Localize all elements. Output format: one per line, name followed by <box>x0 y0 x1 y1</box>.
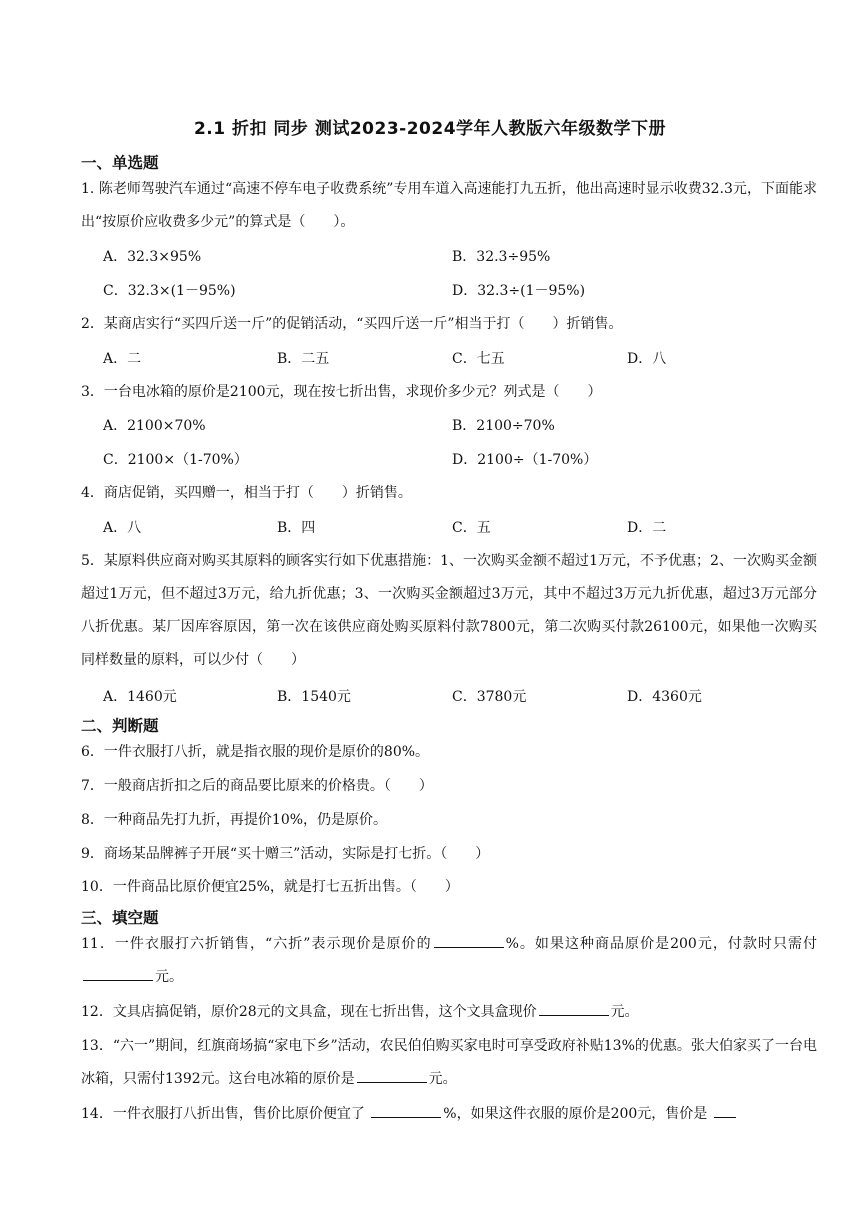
section-heading-fill-blank: 三、填空题 <box>81 909 159 927</box>
q3-option-b: B．2100÷70% <box>452 418 555 434</box>
q11-text-1: 11．一件衣服打六折销售，“六折”表示现价是原价的 <box>81 936 432 952</box>
q5-option-a: A．1460元 <box>103 689 177 705</box>
q2-option-d: D．八 <box>627 351 667 367</box>
answer-blank[interactable] <box>714 1103 736 1118</box>
section-heading-single-choice: 一、单选题 <box>81 154 159 172</box>
q11-text-2: %。如果这种商品原价是200元，付款时只需付 <box>505 936 817 952</box>
q12-text-2: 元。 <box>610 1004 639 1020</box>
q2-option-c: C．七五 <box>452 351 505 367</box>
answer-blank[interactable] <box>83 966 153 981</box>
q1-option-a: A．32.3×95% <box>103 249 202 265</box>
question-12 <box>81 996 817 1029</box>
q1-option-c: C．32.3×(1－95%) <box>103 283 236 299</box>
question-6: 6．一件衣服打八折，就是指衣服的现价是原价的80%。 <box>81 744 430 760</box>
q14-text-1: 14．一件衣服打八折出售，售价比原价便宜了 <box>81 1106 370 1122</box>
answer-blank[interactable] <box>357 1068 427 1083</box>
section-heading-true-false: 二、判断题 <box>81 717 159 735</box>
q3-option-d: D．2100÷（1-70%） <box>452 452 598 468</box>
question-9: 9．商场某品牌裤子开展“买十赠三”活动，实际是打七折。（ ） <box>81 846 490 862</box>
q1-option-d: D．32.3÷(1－95%) <box>452 283 586 299</box>
question-11 <box>81 928 817 994</box>
q13-text-2: 元。 <box>428 1071 457 1087</box>
q1-option-b: B．32.3÷95% <box>452 249 551 265</box>
q3-option-a: A．2100×70% <box>103 418 206 434</box>
question-14 <box>81 1098 817 1131</box>
q2-option-a: A．二 <box>103 351 142 367</box>
question-10: 10．一件商品比原价便宜25%，就是打七五折出售。（ ） <box>81 879 459 895</box>
question-7: 7．一般商店折扣之后的商品要比原来的价格贵。（ ） <box>81 778 433 794</box>
question-1: 1. 陈老师驾驶汽车通过“高速不停车电子收费系统”专用车道入高速能打九五折，他出高速时显示收费32.3元，下面能求出“按原价应收费多少元”的算式是（ ）。 <box>81 181 817 230</box>
q4-option-d: D．二 <box>627 520 667 536</box>
q4-option-b: B．四 <box>277 520 316 536</box>
q5-option-b: B．1540元 <box>277 689 351 705</box>
q4-option-c: C．五 <box>452 520 491 536</box>
q13-text-1: 13．“六一”期间，红旗商场搞“家电下乡”活动，农民伯伯购买家电时可享受政府补贴13%的优惠。张大伯家买了一台电冰箱，只需付1392元。这台电冰箱的原价是 <box>81 1038 817 1087</box>
q2-option-b: B．二五 <box>277 351 330 367</box>
question-2: 2．某商店实行“买四斤送一斤”的促销活动，“买四斤送一斤”相当于打（ ）折销售。 <box>81 316 623 332</box>
question-4: 4．商店促销，买四赠一，相当于打（ ）折销售。 <box>81 485 412 501</box>
q5-option-c: C．3780元 <box>452 689 527 705</box>
q11-text-3: 元。 <box>155 969 183 985</box>
answer-blank[interactable] <box>434 933 504 948</box>
answer-blank[interactable] <box>539 1001 609 1016</box>
q3-option-c: C．2100×（1-70%） <box>103 452 248 468</box>
question-8: 8．一种商品先打九折，再提价10%，仍是原价。 <box>81 812 388 828</box>
page-title: 2.1 折扣 同步 测试2023-2024学年人教版六年级数学下册 <box>193 119 667 139</box>
q14-text-2: %，如果这件衣服的原价是200元，售价是 <box>443 1106 712 1122</box>
question-3: 3．一台电冰箱的原价是2100元，现在按七折出售，求现价多少元？列式是（ ） <box>81 384 602 400</box>
q5-option-d: D．4360元 <box>627 689 702 705</box>
q4-option-a: A．八 <box>103 520 142 536</box>
q12-text-1: 12．文具店搞促销，原价28元的文具盒，现在七折出售，这个文具盒现价 <box>81 1004 537 1020</box>
answer-blank[interactable] <box>371 1103 441 1118</box>
question-13 <box>81 1030 817 1096</box>
question-5: 5．某原料供应商对购买其原料的顾客实行如下优惠措施：1、一次购买金额不超过1万元，不予优惠；2、一次购买金额超过1万元，但不超过3万元，给九折优惠；3、一次购买金额超过3万元，其中不超过3万元九折优惠，超过3万元部分八折优惠。某厂因库容原因，第一次在该供应商处购买原料付款7800元，第二次购买付款26100元，如果他一次购买同样数量的原料，可以少付（ ） <box>81 553 817 668</box>
